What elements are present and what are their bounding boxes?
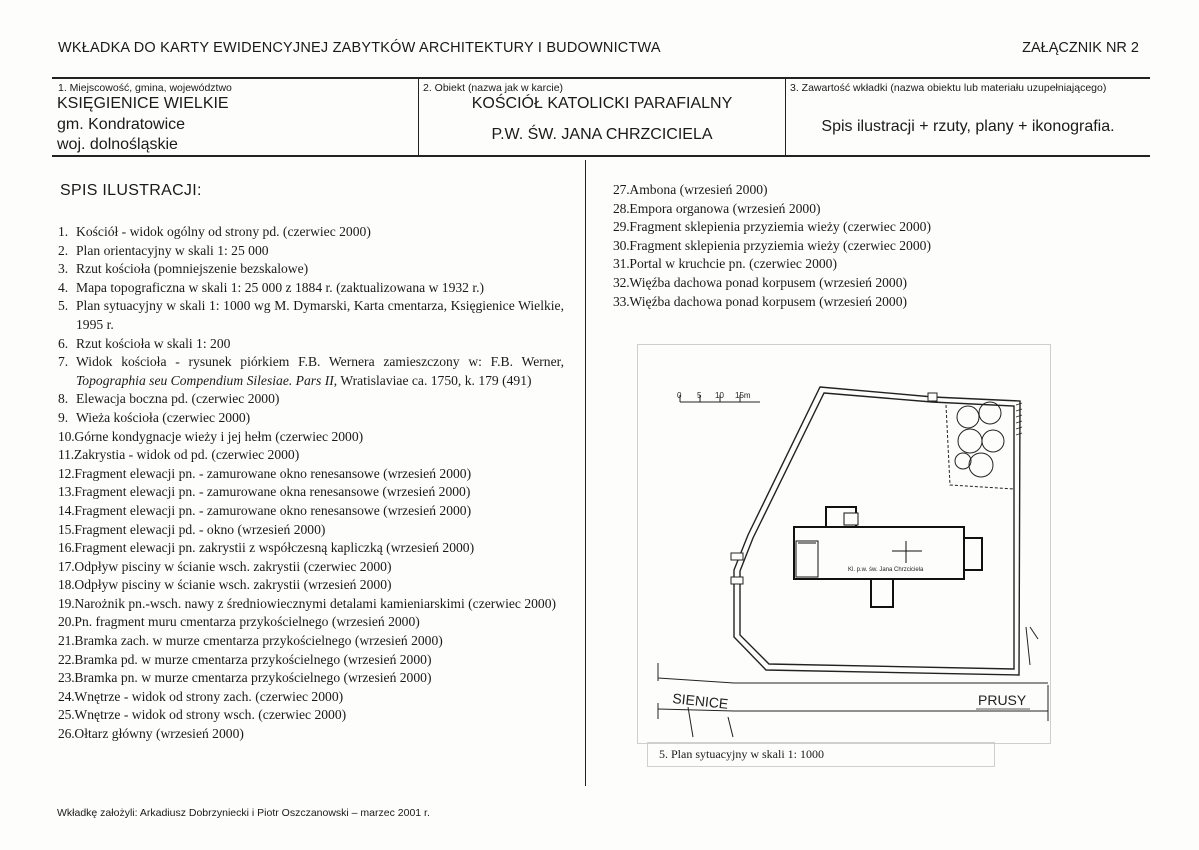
illustration-item xyxy=(613,293,1033,312)
column-divider xyxy=(585,160,586,786)
authors-footer: Wkładkę założyli: Arkadiusz Dobrzyniecki i Piotr Oszczanowski – marzec 2001 r. xyxy=(57,807,430,819)
illustration-text: Fragment elewacji pd. - okno (wrzesień 2000) xyxy=(74,521,326,537)
illustration-number: 25. xyxy=(58,707,75,723)
roads xyxy=(658,627,1048,737)
illustration-item xyxy=(58,428,564,447)
illustration-number: 23. xyxy=(58,670,75,686)
illustration-number: 33. xyxy=(613,293,630,309)
illustration-item xyxy=(58,595,564,614)
illustration-item xyxy=(58,297,564,334)
object-label: 2. Obiekt (nazwa jak w karcie) xyxy=(423,82,564,94)
illustration-text: Mapa topograficzna w skali 1: 25 000 z 1884 r. (zaktualizowana w 1932 r.) xyxy=(76,279,485,295)
illustration-number: 32. xyxy=(613,274,630,290)
illustration-text: Narożnik pn.-wsch. nawy z średniowiecznymi detalami kamieniarskimi (czerwiec 2000) xyxy=(74,595,557,611)
illustration-text: Zakrystia - widok od pd. (czerwiec 2000) xyxy=(73,447,300,463)
illustration-item xyxy=(58,390,564,409)
illustration-number: 30. xyxy=(613,237,630,253)
illustration-number: 13. xyxy=(58,484,75,500)
illustration-item xyxy=(58,465,564,484)
illustration-text: Bramka zach. w murze cmentarza przykościelnego (wrzesień 2000) xyxy=(74,633,443,649)
illustration-item xyxy=(58,576,564,595)
document-title: WKŁADKA DO KARTY EWIDENCYJNEJ ZABYTKÓW ARCHITEKTURY I BUDOWNICTWA xyxy=(58,40,661,56)
illustration-item xyxy=(58,632,564,651)
illustration-item xyxy=(58,688,564,707)
illustration-item xyxy=(58,242,564,261)
table-divider-1 xyxy=(418,78,419,156)
illustration-text: Pn. fragment muru cmentarza przykościelnego (wrzesień 2000) xyxy=(74,614,420,630)
illustration-item xyxy=(58,725,564,744)
illustration-item xyxy=(58,260,564,279)
illustration-number: 15. xyxy=(58,521,75,537)
illustration-text: Fragment sklepienia przyziemia wieży (czerwiec 2000) xyxy=(629,237,931,253)
illustration-item xyxy=(58,335,564,354)
illustration-text: Więźba dachowa ponad korpusem (wrzesień 2000) xyxy=(629,293,908,309)
illustration-number: 8. xyxy=(58,391,69,407)
illustration-number: 22. xyxy=(58,651,75,667)
table-divider-2 xyxy=(785,78,786,156)
scale-label-10: 10 xyxy=(715,391,724,400)
illustration-number: 16. xyxy=(58,540,75,556)
illustration-list-left xyxy=(58,223,564,744)
church-plan xyxy=(794,507,982,607)
illustration-number: 5. xyxy=(58,298,69,314)
object-name: KOŚCIÓŁ KATOLICKI PARAFIALNY xyxy=(471,95,733,112)
illustration-text: Fragment elewacji pn. - zamurowane okno renesansowe (wrzesień 2000) xyxy=(74,502,472,518)
illustration-number: 29. xyxy=(613,219,630,235)
illustration-text: Fragment elewacji pn. - zamurowane okno renesansowe (wrzesień 2000) xyxy=(74,465,472,481)
illustration-text: Fragment elewacji pn. zakrystii z współczesną kapliczką (wrzesień 2000) xyxy=(74,540,475,556)
site-plan-caption-text: 5. Plan sytuacyjny w skali 1: 1000 xyxy=(659,747,824,761)
table-top-border xyxy=(52,77,1150,79)
illustration-number: 4. xyxy=(58,279,69,295)
street-label-sienice: SIENICE xyxy=(671,690,730,712)
illustration-text: Rzut kościoła (pomniejszenie bezskalowe) xyxy=(76,261,309,277)
illustration-text: Elewacja boczna pd. (czerwiec 2000) xyxy=(76,391,280,407)
illustration-number: 17. xyxy=(58,558,75,574)
content-description: Spis ilustracji + rzuty, plany + ikonografia. xyxy=(821,118,1115,135)
illustration-number: 14. xyxy=(58,502,75,518)
illustration-item xyxy=(58,279,564,298)
illustration-item xyxy=(58,706,564,725)
illustration-text: Bramka pn. w murze cmentarza przykościelnego (wrzesień 2000) xyxy=(74,670,432,686)
illustration-text: Empora organowa (wrzesień 2000) xyxy=(629,200,821,216)
table-bottom-border xyxy=(52,155,1150,157)
illustration-text: Fragment elewacji pn. - zamurowane okna renesansowe (wrzesień 2000) xyxy=(74,484,471,500)
illustration-text: Wieża kościoła (czerwiec 2000) xyxy=(76,409,251,425)
illustration-item xyxy=(58,521,564,540)
illustration-list-right xyxy=(613,181,1033,311)
illustration-item xyxy=(613,237,1033,256)
illustration-number: 11. xyxy=(58,447,74,463)
site-plan-caption xyxy=(647,742,995,767)
illustration-number: 12. xyxy=(58,465,75,481)
locality-label: 1. Miejscowość, gmina, województwo xyxy=(58,82,232,94)
illustration-number: 27. xyxy=(613,182,630,197)
illustration-item xyxy=(58,558,564,577)
illustration-title-italic: Topographia seu Compendium Silesiae. Pars II xyxy=(76,372,334,388)
illustration-text: Fragment sklepienia przyziemia wieży (czerwiec 2000) xyxy=(629,219,931,235)
illustration-text: Odpływ pisciny w ścianie wsch. zakrystii (wrzesień 2000) xyxy=(74,577,392,593)
illustration-item xyxy=(58,651,564,670)
locality-voivodeship: woj. dolnośląskie xyxy=(57,136,178,153)
illustration-number: 9. xyxy=(58,409,69,425)
illustration-number: 28. xyxy=(613,200,630,216)
illustration-text: Ołtarz główny (wrzesień 2000) xyxy=(74,726,244,742)
church-label: Kl. p.w. św. Jana Chrzciciela xyxy=(848,567,924,573)
illustration-item xyxy=(613,200,1033,219)
illustration-text: Kościół - widok ogólny od strony pd. (czerwiec 2000) xyxy=(76,224,371,239)
illustration-text: Widok kościoła - rysunek piórkiem F.B. Wernera zamieszczony w: F.B. Werner, xyxy=(76,354,564,370)
illustration-item xyxy=(613,255,1033,274)
illustration-text: Ambona (wrzesień 2000) xyxy=(629,182,768,197)
illustration-item xyxy=(613,181,1033,200)
illustration-item xyxy=(58,446,564,465)
illustration-number: 20. xyxy=(58,614,75,630)
illustration-number: 3. xyxy=(58,261,69,277)
illustration-number: 19. xyxy=(58,595,75,611)
content-label: 3. Zawartość wkładki (nazwa obiektu lub materiału uzupełniającego) xyxy=(790,82,1107,94)
illustration-text: Plan sytuacyjny w skali 1: 1000 wg M. Dymarski, Karta cmentarza, Księgienice Wielkie, 1995 r. xyxy=(76,298,564,332)
illustration-text: Górne kondygnacje wieży i jej hełm (czerwiec 2000) xyxy=(74,428,364,444)
illustration-item xyxy=(58,502,564,521)
illustration-number: 18. xyxy=(58,577,75,593)
scale-label-15: 15m xyxy=(735,391,751,400)
street-label-prusy: PRUSY xyxy=(978,692,1027,708)
locality-commune: gm. Kondratowice xyxy=(57,116,186,133)
illustration-number: 6. xyxy=(58,335,69,351)
illustration-text: Wnętrze - widok od strony wsch. (czerwiec 2000) xyxy=(74,707,347,723)
illustration-text: Plan orientacyjny w skali 1: 25 000 xyxy=(76,242,269,258)
illustration-number: 1. xyxy=(58,224,69,239)
locality-name: KSIĘGIENICE WIELKIE xyxy=(57,95,229,112)
site-plan xyxy=(637,344,1051,744)
illustration-number: 7. xyxy=(58,354,69,370)
illustration-number: 31. xyxy=(613,256,630,272)
illustration-text: Odpływ pisciny w ścianie wsch. zakrystii (czerwiec 2000) xyxy=(74,558,392,574)
illustration-text: Bramka pd. w murze cmentarza przykościelnego (wrzesień 2000) xyxy=(74,651,432,667)
object-dedication: P.W. ŚW. JANA CHRZCICIELA xyxy=(491,126,713,143)
illustration-item xyxy=(613,274,1033,293)
trees xyxy=(946,402,1014,489)
annex-number: ZAŁĄCZNIK NR 2 xyxy=(1022,40,1139,56)
illustration-number: 24. xyxy=(58,688,75,704)
illustration-item xyxy=(58,669,564,688)
illustration-text: Wnętrze - widok od strony zach. (czerwiec 2000) xyxy=(74,688,344,704)
illustration-item xyxy=(613,218,1033,237)
scale-label-0: 0 xyxy=(677,391,682,400)
illustration-text: Portal w kruchcie pn. (czerwiec 2000) xyxy=(629,256,838,272)
illustration-number: 2. xyxy=(58,242,69,258)
illustration-item xyxy=(58,353,564,390)
illustration-item xyxy=(58,539,564,558)
wall-hatch xyxy=(1016,403,1022,435)
illustration-number: 21. xyxy=(58,633,75,649)
site-plan-drawing xyxy=(638,345,1050,743)
illustration-item xyxy=(58,483,564,502)
illustration-number: 26. xyxy=(58,726,75,742)
illustration-text: Rzut kościoła w skali 1: 200 xyxy=(76,335,231,351)
illustration-item xyxy=(58,409,564,428)
illustration-item xyxy=(58,613,564,632)
illustration-text-tail: , Wratislaviae ca. 1750, k. 179 (491) xyxy=(333,372,532,388)
illustration-text: Więźba dachowa ponad korpusem (wrzesień 2000) xyxy=(629,274,908,290)
illustration-item xyxy=(58,223,564,242)
illustration-number: 10. xyxy=(58,428,75,444)
scale-label-5: 5 xyxy=(697,391,702,400)
illustration-list-heading: SPIS ILUSTRACJI: xyxy=(60,182,202,199)
